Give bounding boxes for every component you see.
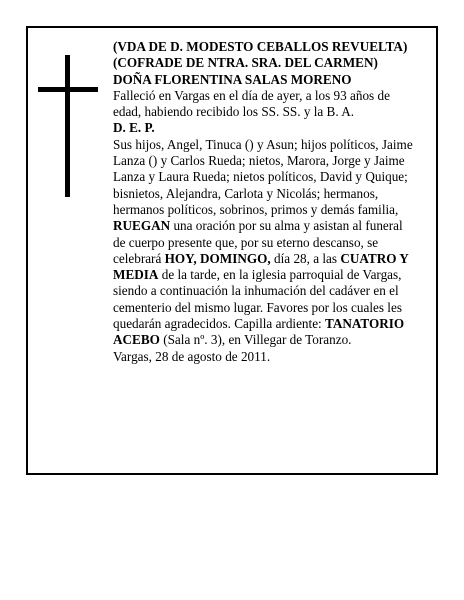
cross-horizontal-bar (38, 87, 98, 92)
request-text-3: de la tarde, en la iglesia parroquial de Vargas, siendo a continuación la inhumación del cadáver en el cementerio del mismo lugar. Favores por los cuales les quedarán agradecidos. Capilla ardiente: (113, 267, 402, 332)
funeral-day: HOY, DOMINGO, (164, 250, 271, 266)
funeral-venue: TANATORIO ACEBO (113, 316, 405, 348)
request-text-4: (Sala nº. 3), en Villegar de Toranzo. (159, 332, 352, 348)
cross-vertical-bar (65, 55, 70, 197)
request-text-1: una oración por su alma y asistan al funeral de cuerpo presente que, por su eterno descanso, se celebrará (113, 218, 403, 266)
request-text-2: día 28, a las (270, 250, 341, 266)
dep-line: D. E. P. (113, 120, 155, 136)
date-line: Vargas, 28 de agosto de 2011. (113, 348, 271, 364)
family-list: Sus hijos, Angel, Tinuca () y Asun; hijos políticos, Jaime Lanza () y Carlos Rueda; nietos, Marora, Jorge y Jaime Lanza y Laura Rueda; nietos políticos, David y Quique; bisnietos, Alejandra, Carlota y Nicolás; hermanos, hermanos políticos, sobrinos, primos y demás familia, (113, 136, 413, 217)
funeral-request (113, 218, 413, 348)
affiliation-heading: (VDA DE D. MODESTO CEBALLOS REVUELTA) (COFRADE DE NTRA. SRA. DEL CARMEN) (113, 39, 408, 71)
ruegan-label: RUEGAN (113, 218, 171, 234)
death-announcement: Falleció en Vargas en el día de ayer, a los 93 años de edad, habiendo recibido los SS. SS. y la B. A. (113, 87, 390, 120)
deceased-name: DOÑA FLORENTINA SALAS MORENO (113, 71, 352, 87)
obituary-text (113, 39, 413, 365)
funeral-time: CUATRO Y MEDIA (113, 250, 409, 283)
cross-icon (38, 55, 98, 197)
